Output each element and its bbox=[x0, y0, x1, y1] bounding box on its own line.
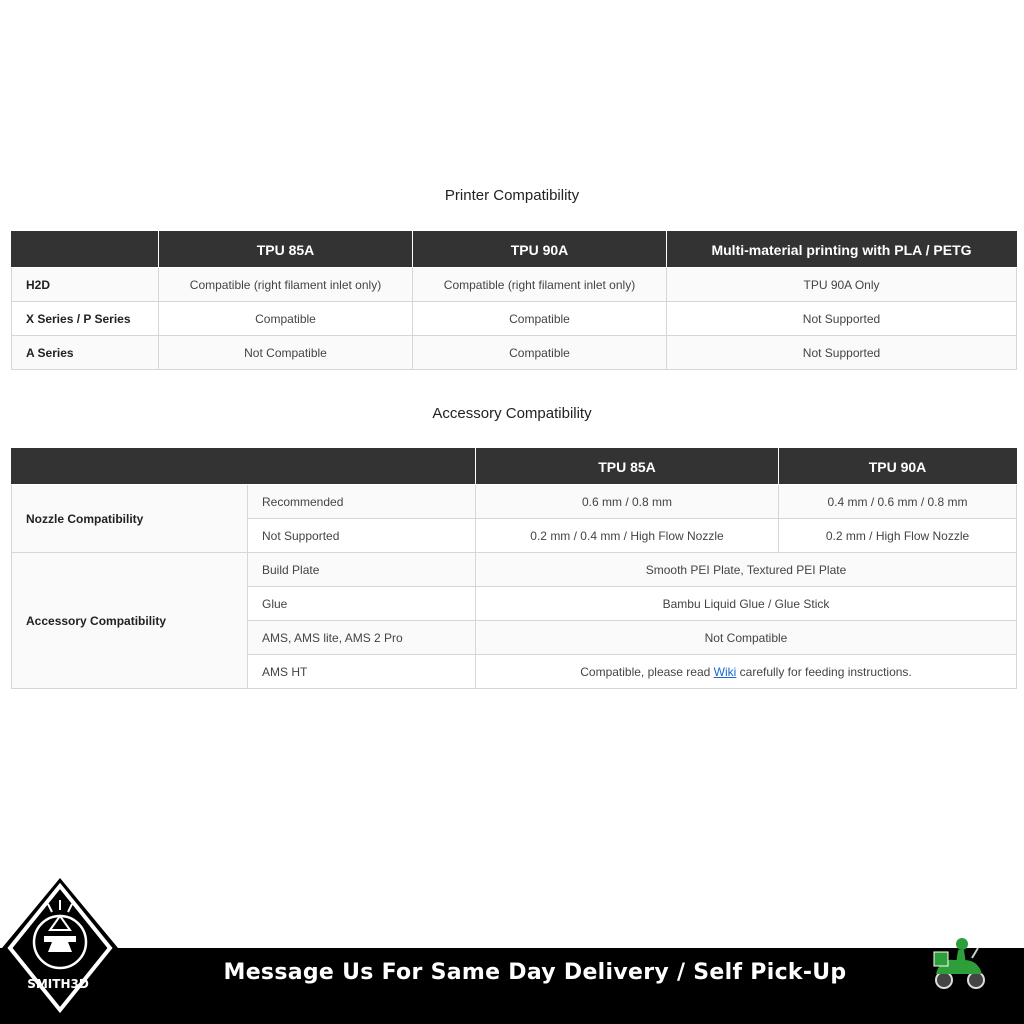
table-cell: Compatible bbox=[159, 302, 413, 336]
row-label: X Series / P Series bbox=[12, 302, 159, 336]
nozzle-compatibility-label: Nozzle Compatibility bbox=[12, 485, 248, 553]
ams-label: AMS, AMS lite, AMS 2 Pro bbox=[248, 621, 476, 655]
header-multi-material: Multi-material printing with PLA / PETG bbox=[667, 232, 1017, 268]
accessory-compatibility-table bbox=[11, 448, 1017, 689]
table-row bbox=[12, 268, 1017, 302]
table-cell: Compatible bbox=[413, 302, 667, 336]
glue-label: Glue bbox=[248, 587, 476, 621]
accessory-compatibility-title: Accessory Compatibility bbox=[432, 405, 592, 422]
table-cell: Not Supported bbox=[667, 336, 1017, 370]
table-cell: Compatible (right filament inlet only) bbox=[413, 268, 667, 302]
table-cell: Not Compatible bbox=[476, 621, 1017, 655]
printer-compatibility-table bbox=[11, 231, 1017, 370]
table-cell: Not Compatible bbox=[159, 336, 413, 370]
build-plate-label: Build Plate bbox=[248, 553, 476, 587]
table-row bbox=[12, 336, 1017, 370]
table-cell: Compatible bbox=[413, 336, 667, 370]
table-cell: Not Supported bbox=[667, 302, 1017, 336]
table-row bbox=[12, 553, 1017, 587]
header-tpu-85a: TPU 85A bbox=[476, 449, 779, 485]
header-tpu-85a: TPU 85A bbox=[159, 232, 413, 268]
header-tpu-90a: TPU 90A bbox=[779, 449, 1017, 485]
row-label: H2D bbox=[12, 268, 159, 302]
table-cell: 0.2 mm / High Flow Nozzle bbox=[779, 519, 1017, 553]
ams-ht-value-prefix: Compatible, please read bbox=[580, 664, 714, 679]
table-cell: Compatible (right filament inlet only) bbox=[159, 268, 413, 302]
table-cell bbox=[476, 655, 1017, 689]
not-supported-label: Not Supported bbox=[248, 519, 476, 553]
wiki-link[interactable]: Wiki bbox=[713, 664, 737, 679]
table-header-row bbox=[12, 232, 1017, 268]
printer-compatibility-title: Printer Compatibility bbox=[444, 187, 580, 204]
logo-text: SMITH3D bbox=[27, 977, 89, 991]
table-cell: Smooth PEI Plate, Textured PEI Plate bbox=[476, 553, 1017, 587]
smith3d-logo-icon bbox=[0, 876, 120, 1024]
table-row bbox=[12, 302, 1017, 336]
ams-ht-value-suffix: carefully for feeding instructions. bbox=[736, 664, 912, 679]
delivery-scooter-icon bbox=[926, 930, 990, 994]
table-cell: Bambu Liquid Glue / Glue Stick bbox=[476, 587, 1017, 621]
table-header-row bbox=[12, 449, 1017, 485]
table-row bbox=[12, 485, 1017, 519]
table-cell: TPU 90A Only bbox=[667, 268, 1017, 302]
recommended-label: Recommended bbox=[248, 485, 476, 519]
table-cell: 0.6 mm / 0.8 mm bbox=[476, 485, 779, 519]
table-cell: 0.4 mm / 0.6 mm / 0.8 mm bbox=[779, 485, 1017, 519]
header-empty bbox=[12, 232, 159, 268]
row-label: A Series bbox=[12, 336, 159, 370]
header-empty bbox=[12, 449, 476, 485]
ams-ht-label: AMS HT bbox=[248, 655, 476, 689]
header-tpu-90a: TPU 90A bbox=[413, 232, 667, 268]
delivery-message: Message Us For Same Day Delivery / Self Pick-Up bbox=[223, 960, 847, 985]
table-cell: 0.2 mm / 0.4 mm / High Flow Nozzle bbox=[476, 519, 779, 553]
accessory-compatibility-label: Accessory Compatibility bbox=[12, 553, 248, 689]
